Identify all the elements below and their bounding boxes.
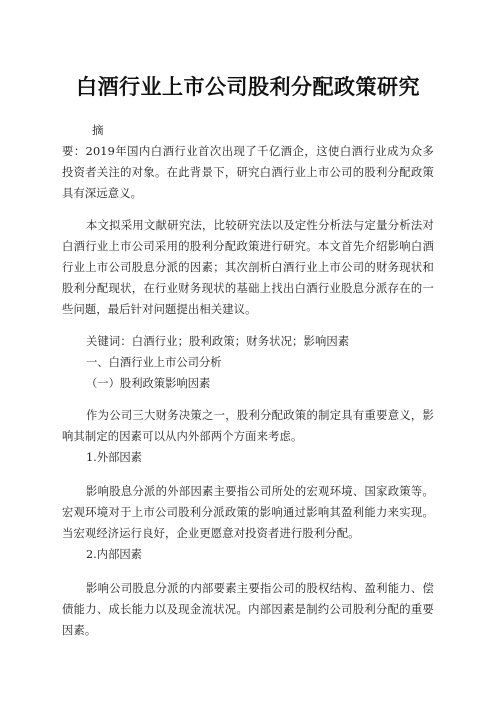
method-paragraph: 本文拟采用文献研究法，比较研究法以及定性分析法与定量分析法对白酒行业上市公司采用的股利分配政策进行研究。本文首先介绍影响白酒行业上市公司股息分派的因素；其次剖析白酒行业上市公司的财务现状和股利分配现状，在行业财务现状的基础上找出白酒行业股息分派存在的一些问题，最后针对问题提出相关建议。 — [62, 219, 434, 316]
external-factors-heading: 1.外部因素 — [86, 451, 142, 464]
document-title: 白酒行业上市公司股利分配政策研究 — [76, 75, 420, 99]
abstract-label: 摘 — [92, 123, 104, 137]
section-heading: 一、白酒行业上市公司分析 — [86, 356, 222, 369]
abstract-text: 要：2019年国内白酒行业首次出现了千亿酒企，这使白酒行业成为众多投资者关注的对象。在此背景下，研究白酒行业上市公司的股利分配政策具有深远意义。 — [62, 145, 434, 200]
internal-factors-paragraph: 影响公司股息分派的内部要素主要指公司的股权结构、盈利能力、偿债能力、成长能力以及现金流状况。内部因素是制约公司股利分配的重要因素。 — [62, 582, 434, 637]
internal-factors-heading: 2.内部因素 — [86, 548, 142, 561]
intro-paragraph: 作为公司三大财务决策之一，股利分配政策的制定具有重要意义，影响其制定的因素可以从内外部两个方面来考虑。 — [62, 409, 434, 443]
subsection-heading: （一）股利政策影响因素 — [86, 377, 211, 390]
external-factors-paragraph: 影响股息分派的外部因素主要指公司所处的宏观环境、国家政策等。宏观环境对于上市公司股利分派政策的影响通过影响其盈利能力来实现。当宏观经济运行良好，企业更愿意对投资者进行股利分配。 — [62, 485, 434, 540]
keywords: 关键词：白酒行业；股利政策；财务状况；影响因素 — [86, 335, 350, 348]
